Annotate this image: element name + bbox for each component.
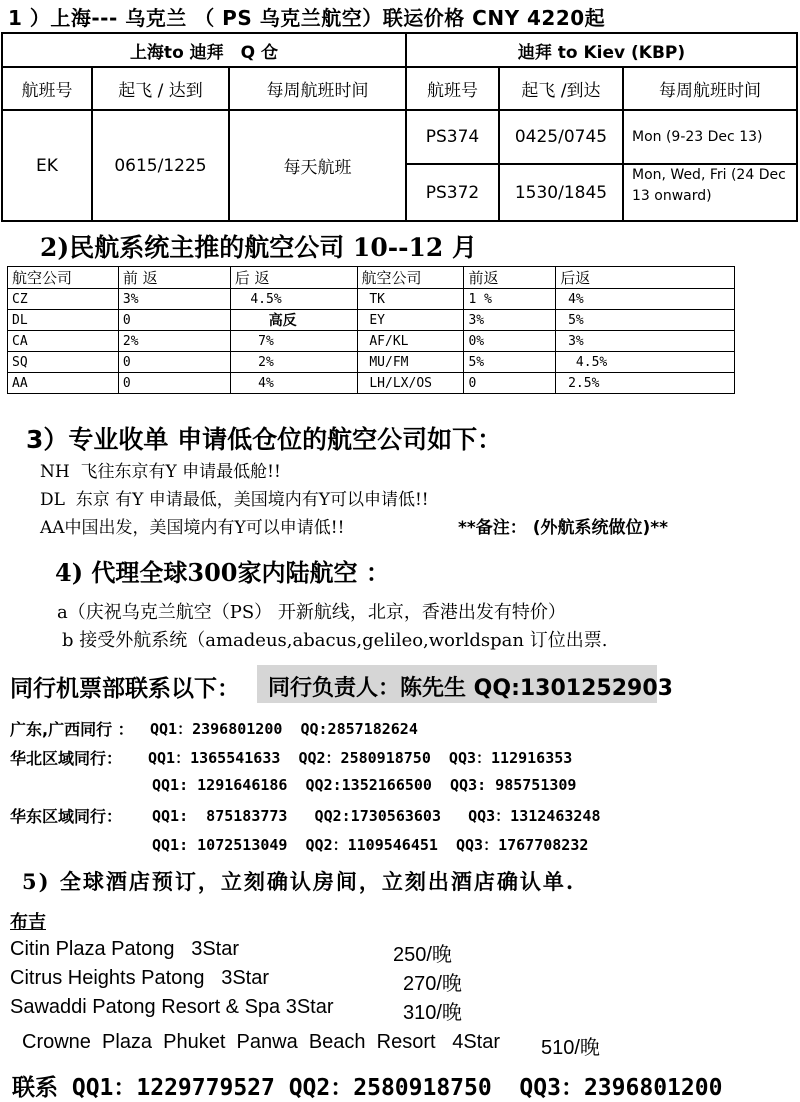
hotel-name: Citin Plaza Patong 3Star (10, 938, 240, 960)
huabei-qq-line2: QQ1: 1291646186 QQ2:1352166500 QQ3: 985751309 (152, 776, 577, 794)
header-back-rebate: 后 返 (230, 267, 357, 289)
table-cell: 5% (464, 352, 556, 373)
table-cell: DL (8, 310, 119, 331)
flight-schedule-table (1, 32, 798, 222)
ps372-frequency-line2: 13 onward) (632, 188, 712, 204)
table-cell: 0 (118, 352, 230, 373)
aa-note: AA中国出发，美国境内有Y可以申请低!! (40, 518, 345, 538)
contact-title: 同行机票部联系以下： (10, 676, 240, 702)
huadong-qq-line1: QQ1: 875183773 QQ2:1730563603 QQ3：1312463248 (152, 807, 601, 825)
table-cell: 2% (118, 331, 230, 352)
city-heading: 布吉 (10, 912, 46, 933)
table-cell: AF/KL (357, 331, 464, 352)
table-cell: 2% (230, 352, 357, 373)
ek-frequency: 每天航班 (283, 158, 352, 178)
ek-time: 0615/1225 (114, 155, 207, 176)
airline-commission-table (7, 266, 735, 394)
table-cell: 4.5% (230, 289, 357, 310)
footer-contact: 联系 QQ1：1229779527 QQ2：2580918750 QQ3：2396801200 (12, 1075, 723, 1101)
table-row (8, 373, 735, 394)
hotel-price: 270/晚 (403, 973, 462, 995)
huadong-label: 华东区域同行： (10, 807, 123, 826)
ek-flight: EK (36, 155, 58, 176)
col-header-flight-2: 航班号 (427, 81, 478, 101)
hotel-price: 250/晚 (393, 944, 452, 966)
table-cell: 0 (118, 373, 230, 394)
ps372-frequency (624, 165, 796, 220)
table-cell: 2.5% (556, 373, 735, 394)
table-cell: 高反 (230, 310, 357, 331)
ps-promo-line: a（庆祝乌克兰航空（PS） 开新航线，北京，香港出发有特价） (57, 602, 566, 623)
section2-title: 2)民航系统主推的航空公司 10--12 月 (40, 233, 477, 262)
contact-person: 同行负责人：陈先生 QQ:1301252903 (268, 676, 673, 701)
table-cell: 0% (464, 331, 556, 352)
table-cell: AA (8, 373, 119, 394)
table-cell: 1 % (464, 289, 556, 310)
table-cell: 4.5% (556, 352, 735, 373)
table-cell: MU/FM (357, 352, 464, 373)
table-cell: 7% (230, 331, 357, 352)
dl-note: DL 东京 有Y 申请最低，美国境内有Y可以申请低!! (40, 490, 429, 510)
header-front-rebate-2: 前返 (464, 267, 556, 289)
remark-note: **备注： (外航系统做位)** (458, 518, 669, 538)
table-cell: SQ (8, 352, 119, 373)
table-cell: 5% (556, 310, 735, 331)
guangdong-label: 广东,广西同行 ： (10, 720, 134, 739)
ps374-time: 0425/0745 (514, 127, 608, 147)
col-header-time-2: 起飞 /到达 (521, 81, 601, 101)
hotel-name: Citrus Heights Patong 3Star (10, 967, 270, 989)
header-front-rebate: 前 返 (118, 267, 230, 289)
table-cell: 4% (230, 373, 357, 394)
table-cell: CZ (8, 289, 119, 310)
section4-title: 4) 代理全球300家内陆航空 ： (55, 558, 390, 587)
col-header-freq: 每周航班时间 (266, 81, 369, 101)
table-cell: 0 (118, 310, 230, 331)
table-cell: TK (357, 289, 464, 310)
table-cell: 3% (464, 310, 556, 331)
table-row (8, 289, 735, 310)
table-cell: CA (8, 331, 119, 352)
ps372-flight: PS372 (425, 182, 480, 203)
section1-title: 1 ）上海--- 乌克兰 （ PS 乌克兰航空）联运价格 CNY 4220起 (8, 6, 606, 30)
section5-title: 5) 全球酒店预订，立刻确认房间，立刻出酒店确认单. (22, 869, 576, 894)
ps374-frequency: Mon (9-23 Dec 13) (632, 128, 763, 145)
section3-title: 3）专业收单 申请低仓位的航空公司如下： (26, 425, 503, 454)
header-back-rebate-2: 后返 (556, 267, 735, 289)
table-cell: 0 (464, 373, 556, 394)
header-airline: 航空公司 (8, 267, 119, 289)
table-cell: EY (357, 310, 464, 331)
table-header-row (8, 267, 735, 289)
table-row (8, 352, 735, 373)
ps372-frequency-line1: Mon, Wed, Fri (24 Dec (632, 167, 786, 183)
right-route-header: 迪拜 to Kiev (KBP) (517, 42, 686, 63)
ps372-time: 1530/1845 (514, 182, 608, 203)
gds-line: b 接受外航系统（amadeus,abacus,gelileo,worldspan 订位出票. (62, 630, 608, 651)
hotel-price: 310/晚 (403, 1002, 462, 1024)
guangdong-qq: QQ1：2396801200 QQ:2857182624 (150, 720, 418, 738)
ps374-flight: PS374 (425, 127, 480, 147)
col-header-time: 起飞 / 达到 (118, 81, 203, 101)
table-cell: 4% (556, 289, 735, 310)
table-cell: 3% (118, 289, 230, 310)
col-header-flight: 航班号 (21, 81, 73, 101)
huadong-qq-line2: QQ1: 1072513049 QQ2：1109546451 QQ3：1767708232 (152, 836, 589, 854)
header-airline-2: 航空公司 (357, 267, 464, 289)
hotel-name: Crowne Plaza Phuket Panwa Beach Resort 4Star (22, 1031, 501, 1053)
table-row (8, 331, 735, 352)
hotel-price: 510/晚 (541, 1037, 600, 1059)
table-cell: 3% (556, 331, 735, 352)
huabei-label: 华北区域同行： (10, 749, 123, 768)
nh-note: NH 飞往东京有Y 申请最低舱!! (40, 462, 281, 482)
table-cell: LH/LX/OS (357, 373, 464, 394)
col-header-freq-2: 每周航班时间 (659, 81, 761, 101)
table-row (8, 310, 735, 331)
huabei-qq-line1: QQ1：1365541633 QQ2：2580918750 QQ3：112916353 (148, 749, 573, 767)
left-route-header: 上海to 迪拜 Q 仓 (129, 42, 279, 63)
hotel-name: Sawaddi Patong Resort & Spa 3Star (10, 996, 334, 1018)
